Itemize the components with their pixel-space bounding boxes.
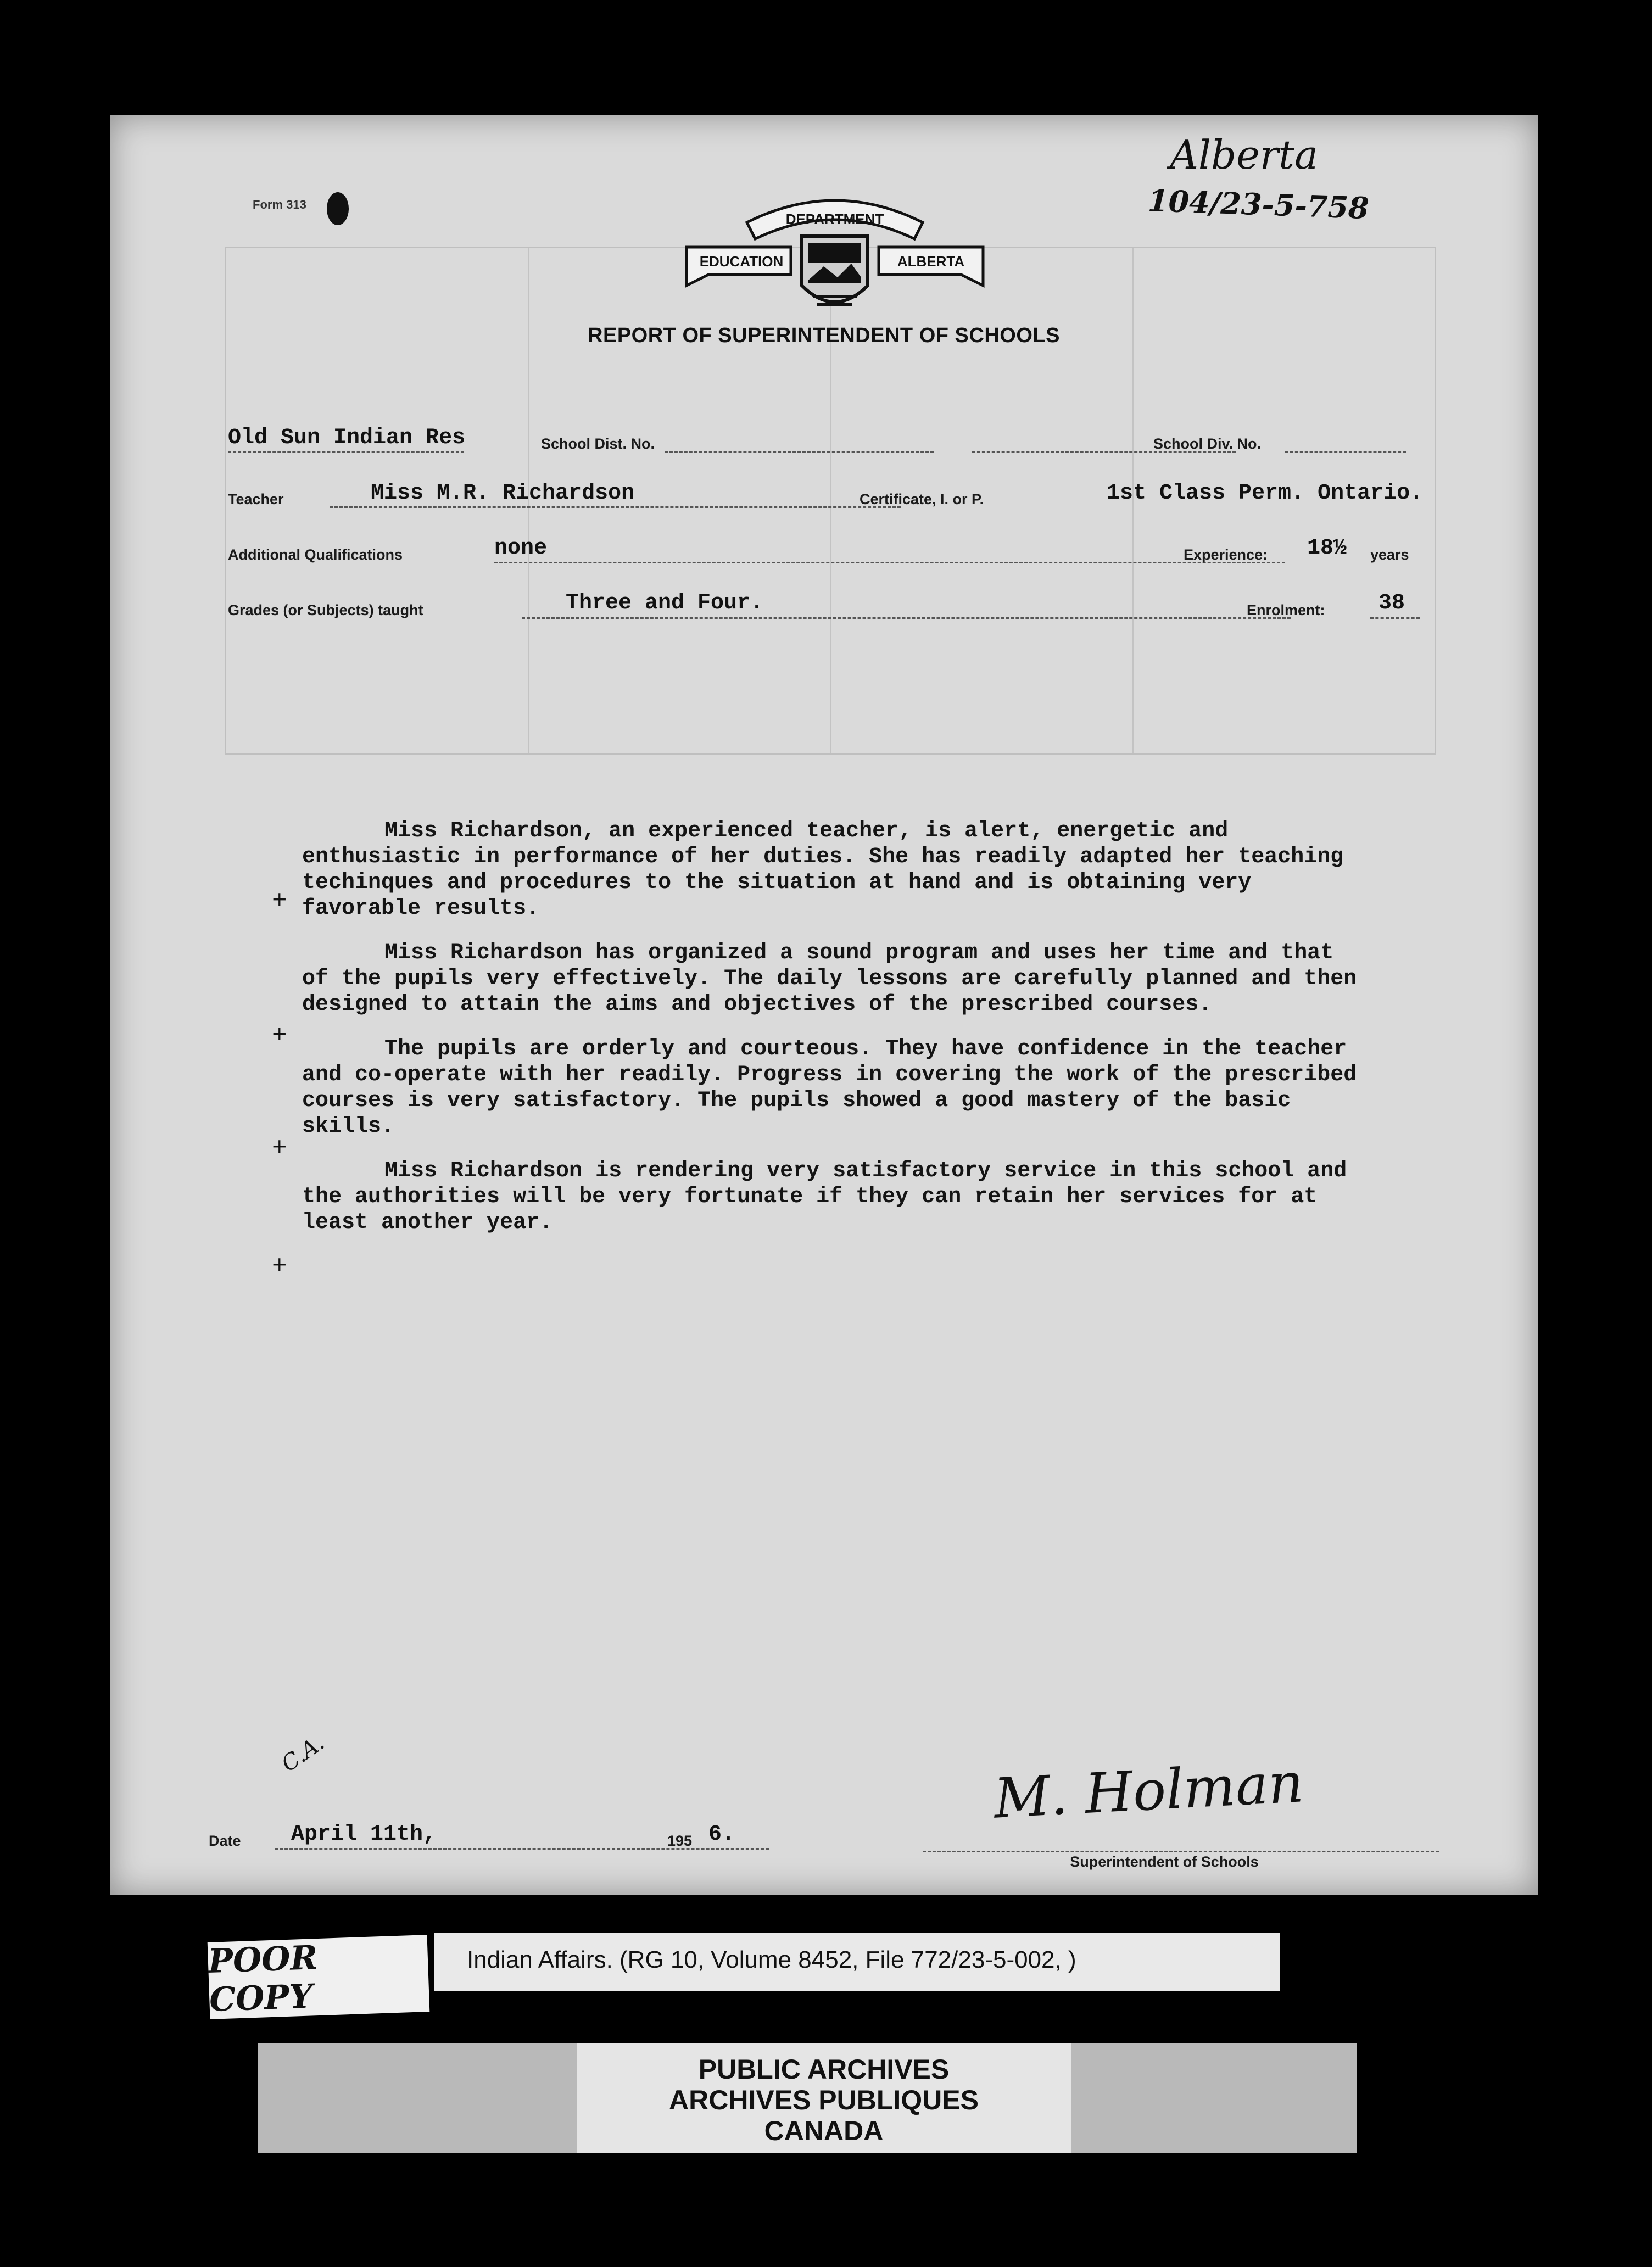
archives-stamp — [577, 2043, 1071, 2153]
poor-copy-label: POOR COPY — [208, 1935, 430, 2019]
signature-line — [923, 1851, 1439, 1852]
archival-reference-strip — [434, 1933, 1280, 1991]
crest-alberta-text: ALBERTA — [897, 253, 965, 270]
paragraph-1: Miss Richardson, an experienced teacher, is alert, energetic and enthusiastic in performance of her duties. She has readily adapted her teaching techinques and procedures to the situation at hand and is obtaining very favorable results. — [302, 819, 1344, 921]
school-dist-line — [665, 451, 934, 453]
teacher-line — [330, 506, 901, 508]
handwritten-province: Alberta — [1170, 132, 1318, 178]
archives-stamp-text — [577, 2054, 1071, 2146]
crest-education-text: EDUCATION — [699, 253, 784, 270]
grades-line — [522, 617, 1291, 619]
archival-reference: Indian Affairs. (RG 10, Volume 8452, File 772/23-5-002, ) — [467, 1946, 1076, 1973]
qualifications-line — [494, 562, 1285, 563]
date-line — [275, 1848, 769, 1850]
grades-label: Grades (or Subjects) taught — [228, 602, 423, 618]
margin-mark: + — [272, 1021, 287, 1050]
qualifications-label: Additional Qualifications — [228, 546, 403, 563]
year-suffix: 6. — [708, 1822, 735, 1847]
grades-value: Three and Four. — [566, 591, 764, 616]
ink-blot — [327, 192, 349, 225]
document-page — [110, 115, 1538, 1895]
form-number: Form 313 — [253, 198, 306, 211]
paragraph-2: Miss Richardson has organized a sound program and uses her time and that of the pupils very effectively. The daily lessons are carefully planned and then designed to attain the aims and objectives of the prescribed courses. — [302, 941, 1357, 1017]
school-dist-label: School Dist. No. — [541, 435, 655, 452]
date-label: Date — [209, 1833, 241, 1849]
report-title: REPORT OF SUPERINTENDENT OF SCHOOLS — [588, 324, 1060, 347]
crest-department-text: DEPARTMENT — [785, 211, 884, 227]
enrolment-label: Enrolment: — [1247, 602, 1325, 618]
paragraph-4: Miss Richardson is rendering very satisfactory service in this school and the authorities will be very fortunate if they can retain her services for at least another year. — [302, 1159, 1347, 1235]
alberta-education-crest — [681, 181, 989, 324]
margin-mark: + — [272, 1134, 287, 1163]
certificate-value: 1st Class Perm. Ontario. — [1107, 481, 1424, 506]
archives-line-country: CANADA — [764, 2115, 884, 2146]
teacher-label: Teacher — [228, 491, 284, 507]
school-div-label: School Div. No. — [1153, 435, 1262, 452]
superintendent-signature: M. Holman — [992, 1750, 1305, 1831]
school-name-value: Old Sun Indian Res — [228, 426, 466, 450]
superintendent-label: Superintendent of Schools — [1070, 1853, 1259, 1870]
archives-line-fr: ARCHIVES PUBLIQUES — [669, 2085, 979, 2115]
qualifications-value: none — [494, 536, 548, 561]
year-prefix: 195 — [667, 1833, 693, 1849]
margin-mark: + — [272, 887, 287, 915]
paragraph-3: The pupils are orderly and courteous. They have confidence in the teacher and co-operate with her readily. Progress in covering the work of the prescribed courses is very satisfactory. The pupils showed a good mastery of the basic skills. — [302, 1037, 1357, 1139]
school-name-line — [228, 451, 464, 453]
archives-line-en: PUBLIC ARCHIVES — [698, 2054, 950, 2085]
experience-unit: years — [1370, 546, 1409, 563]
archives-stamp-strip — [258, 2043, 1357, 2153]
date-value: April 11th, — [291, 1822, 437, 1847]
report-body — [302, 818, 1373, 1254]
enrolment-value: 38 — [1378, 591, 1405, 616]
handwritten-file-number: 104/23-5-758 — [1147, 182, 1370, 226]
certificate-label: Certificate, I. or P. — [860, 491, 984, 507]
experience-label: Experience: — [1184, 546, 1268, 563]
handwritten-initials: C.A. — [277, 1730, 330, 1777]
teacher-value: Miss M.R. Richardson — [371, 481, 635, 506]
school-div-line — [1285, 451, 1406, 453]
margin-mark: + — [272, 1252, 287, 1281]
enrolment-line — [1370, 617, 1420, 619]
experience-value: 18½ — [1307, 536, 1347, 561]
